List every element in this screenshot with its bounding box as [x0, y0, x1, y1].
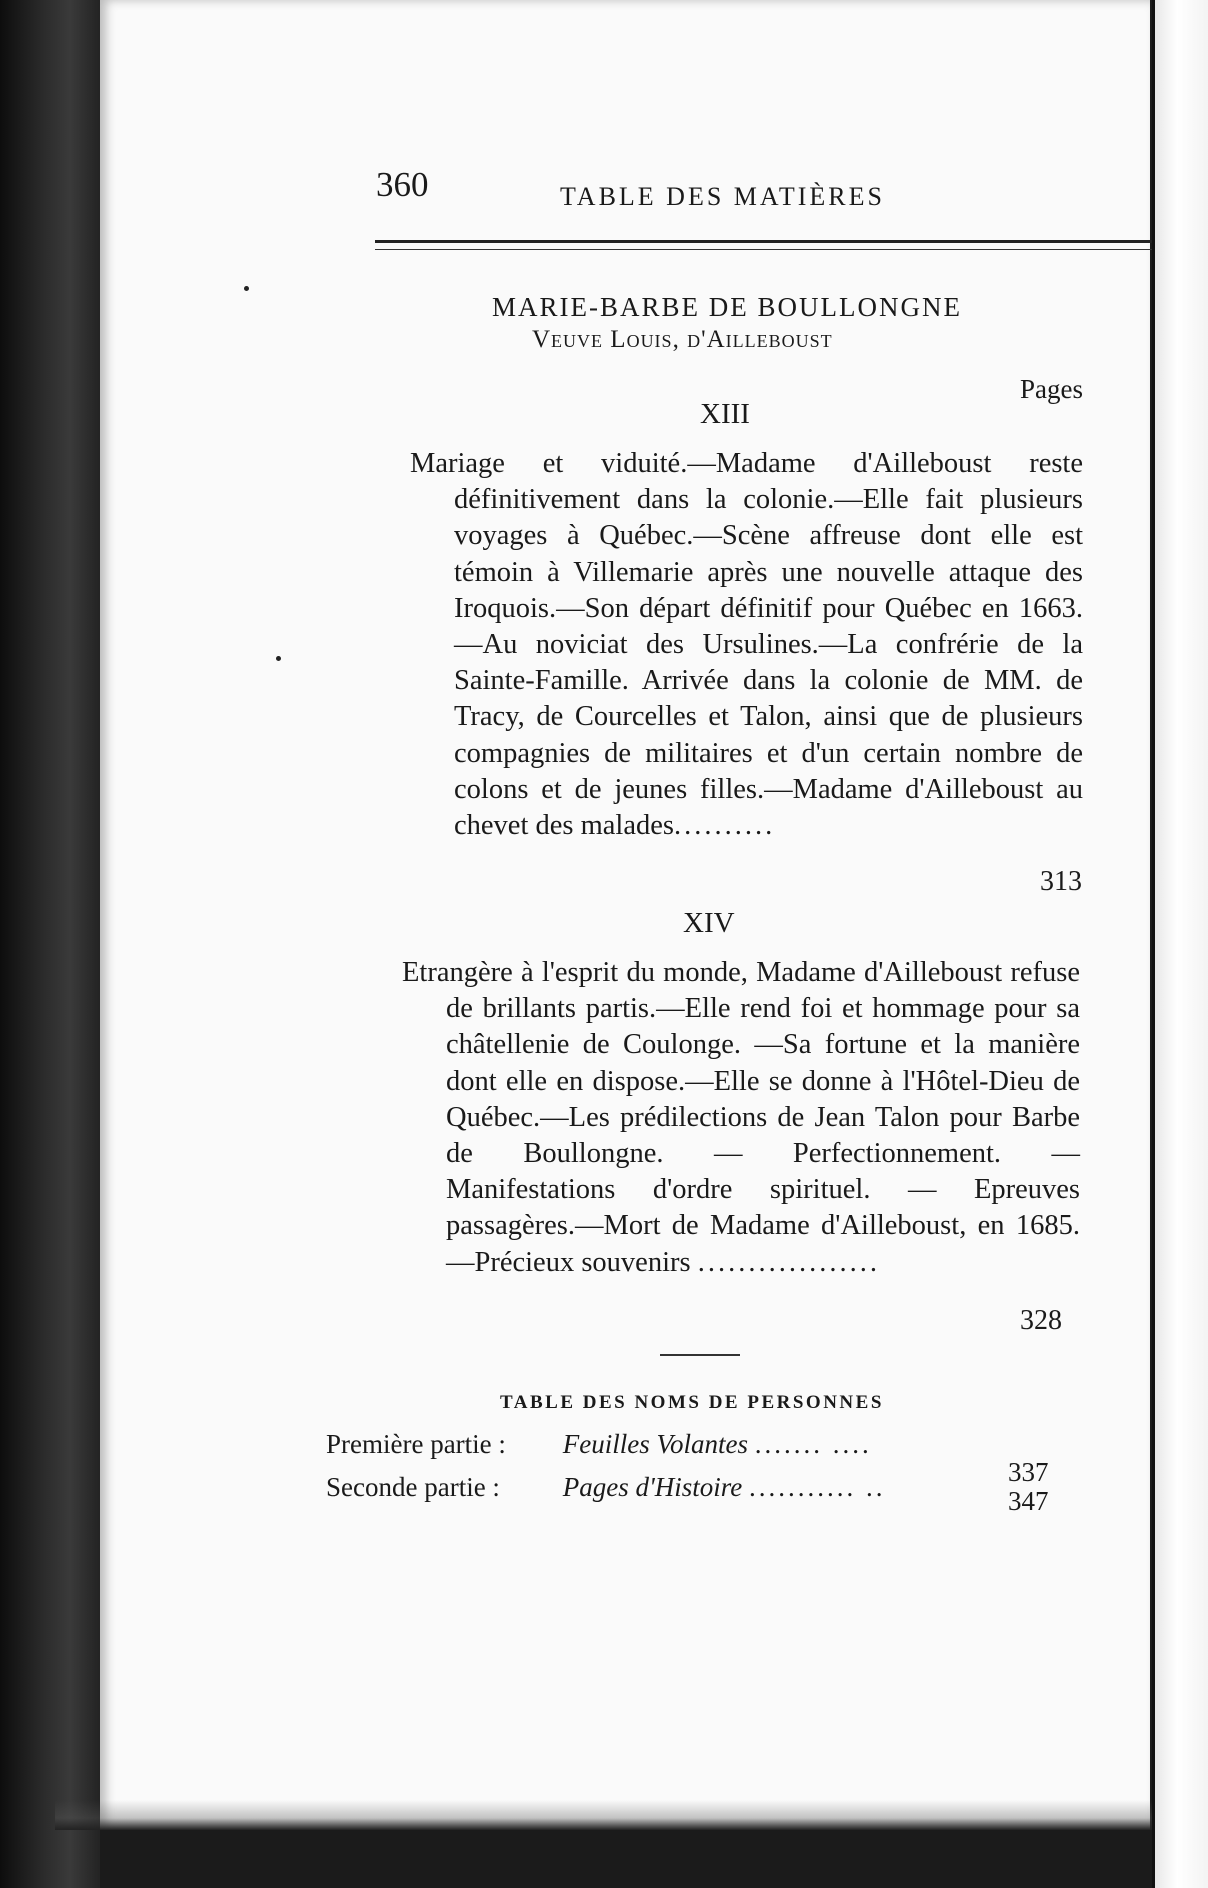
page-bottom-edge — [55, 1800, 1152, 1830]
running-head: TABLE DES MATIÈRES — [560, 182, 885, 211]
index-row-label: Première partie : — [326, 1429, 506, 1459]
next-page-edge — [1152, 0, 1208, 1888]
index-row-label: Seconde partie : — [326, 1472, 500, 1502]
chapter-summary-text: Mariage et viduité.—Madame d'Ailleboust reste définitivement dans la colonie.—Elle fait plusieurs voyages à Québec.—Scène affreuse dont elle est témoin à Villemarie après une nouvelle attaque des Iroquois.—Son départ définitif pour Québec en 1663.—Au noviciat des Ursulines.—La confrérie de la Sainte-Famille. Arrivée dans la colonie de MM. de Tracy, de Courcelles et Talon, ainsi que de plusieurs compagnies de militaires et d'un certain nombre de colons et de jeunes filles.—Madame d'Ailleboust au chevet des malades — [410, 448, 1083, 842]
print-speck — [276, 656, 281, 661]
index-row-page: 337 — [1008, 1457, 1049, 1487]
header-rule-thin — [375, 249, 1200, 250]
dot-leader: ....... .... — [754, 1429, 872, 1459]
chapter-summary — [410, 446, 1083, 844]
index-row-title: Pages d'Histoire — [562, 1472, 743, 1502]
section-divider — [660, 1354, 740, 1356]
index-row — [326, 1472, 886, 1503]
dot-leader: ........... .. — [749, 1472, 886, 1502]
index-row-page: 347 — [1008, 1486, 1049, 1516]
book-page — [100, 0, 1150, 1830]
section-title: MARIE-BARBE DE BOULLONGNE — [492, 292, 962, 322]
chapter-numeral: XIV — [683, 907, 735, 939]
section-subtitle: Veuve Louis, d'Ailleboust — [532, 326, 833, 353]
book-spine — [0, 0, 100, 1888]
pages-column-label: Pages — [1020, 374, 1083, 404]
index-row-title: Feuilles Volantes — [562, 1429, 748, 1459]
chapter-summary-text: Etrangère à l'esprit du monde, Madame d'Ailleboust refuse de brillants partis.—Elle rend foi et hommage pour sa châtellenie de Coulonge. —Sa fortune et la manière dont elle en dispose.—Elle se donne à l'Hôtel-Dieu de Québec.—Les prédilections de Jean Talon pour Barbe de Boullongne. — Perfectionnement. — Manifestations d'ordre spirituel. — Epreuves passagères.—Mort de Madame d'Ailleboust, en 1685.—Précieux souvenirs — [402, 957, 1080, 1278]
print-speck — [244, 286, 249, 291]
page-number: 360 — [376, 165, 429, 204]
index-row — [326, 1429, 872, 1460]
chapter-page-number: 328 — [1020, 1305, 1062, 1336]
chapter-numeral: XIII — [700, 398, 750, 430]
chapter-page-number: 313 — [1040, 866, 1082, 897]
index-title: TABLE DES NOMS DE PERSONNES — [500, 1392, 884, 1413]
dot-leader: .................. — [697, 1246, 880, 1278]
dot-leader: .......... — [673, 810, 776, 842]
chapter-summary — [402, 955, 1080, 1281]
header-rule-thick — [375, 240, 1200, 243]
